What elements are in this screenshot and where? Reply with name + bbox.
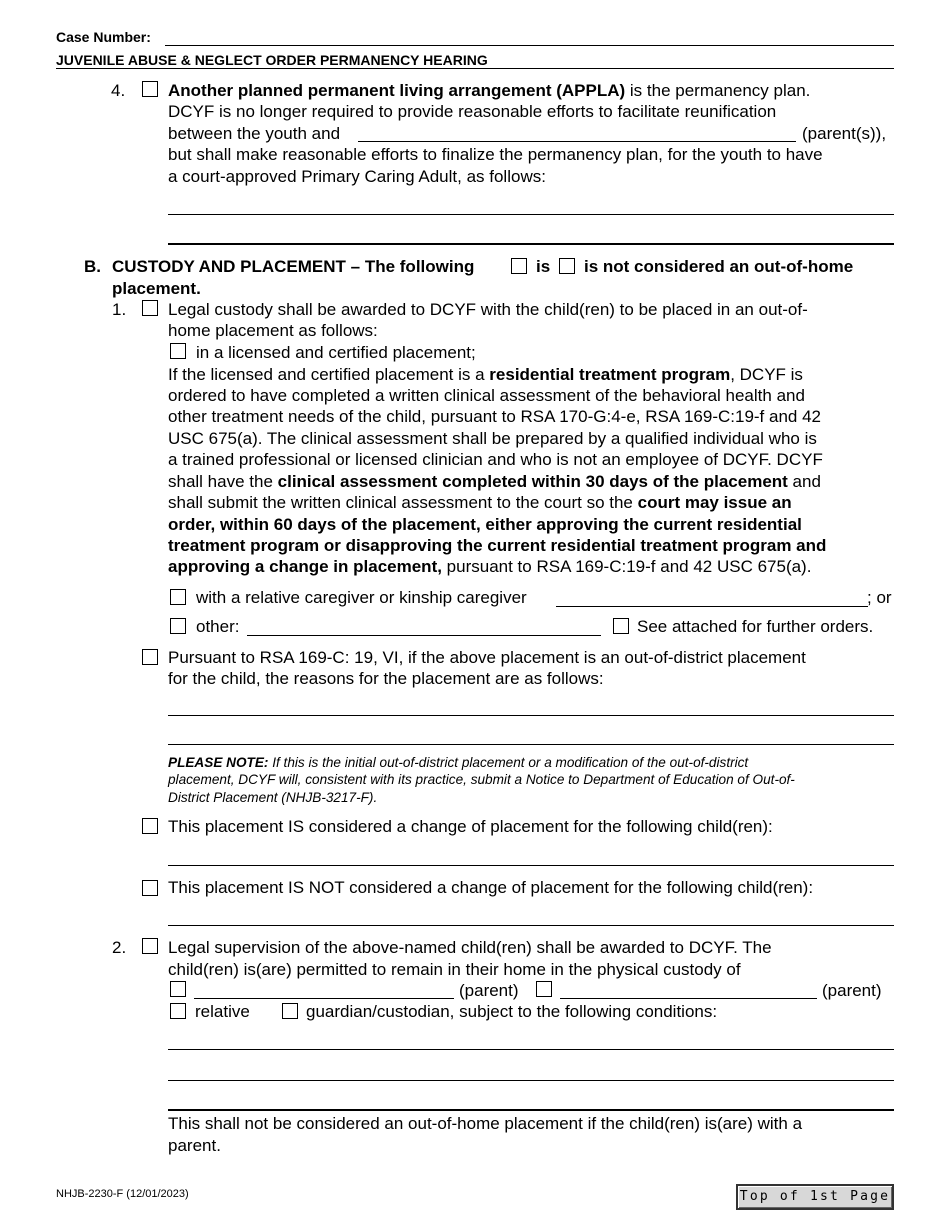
section-b-is-checkbox[interactable] — [511, 258, 527, 274]
please-note-line1: PLEASE NOTE: If this is the initial out-of-district placement or a modification of the out-of-district — [168, 755, 749, 770]
licensed-placement-label: in a licensed and certified placement; — [196, 343, 476, 362]
section-b-title-line2: placement. — [112, 279, 201, 298]
item4-line4: but shall make reasonable efforts to finalize the permanency plan, for the youth to have — [168, 145, 823, 164]
rtp-para-line6: shall have the clinical assessment completed within 30 days of the placement and — [168, 472, 821, 491]
rtp-para-line7: shall submit the written clinical assessment to the court so the court may issue an — [168, 493, 792, 512]
rtp-para-line9: treatment program or disapproving the current residential treatment program and — [168, 536, 827, 555]
out-of-district-answer-1[interactable] — [168, 715, 894, 716]
rtp-para-line4: USC 675(a). The clinical assessment shall be prepared by a qualified individual who is — [168, 429, 817, 448]
item1-line1: Legal custody shall be awarded to DCYF with the child(ren) to be placed in an out-of- — [168, 300, 808, 319]
item4-answer-line-1[interactable] — [168, 214, 894, 215]
case-number-field[interactable] — [165, 45, 894, 46]
please-note-line2: placement, DCYF will, consistent with its practice, submit a Notice to Department of Education of Out-of- — [168, 772, 795, 787]
rtp-para-line8: order, within 60 days of the placement, either approving the current residential — [168, 515, 802, 534]
item4-answer-line-2[interactable] — [168, 243, 894, 245]
section-b-is-not-checkbox[interactable] — [559, 258, 575, 274]
rtp-para-line10: approving a change in placement, pursuant to RSA 169-C:19-f and 42 USC 675(a). — [168, 557, 812, 576]
rtp-para-line5: a trained professional or licensed clinician and who is not an employee of DCYF. DCYF — [168, 450, 823, 469]
conditions-line-2[interactable] — [168, 1080, 894, 1081]
guardian-label: guardian/custodian, subject to the following conditions: — [306, 1002, 718, 1021]
parent-b-field[interactable] — [560, 998, 817, 999]
relative-caregiver-checkbox[interactable] — [170, 589, 186, 605]
item4-parent-field[interactable] — [358, 141, 796, 142]
section-b-letter: B. — [84, 257, 101, 276]
rtp-para-line1: If the licensed and certified placement is a residential treatment program, DCYF is — [168, 365, 803, 384]
see-attached-checkbox[interactable] — [613, 618, 629, 634]
closing-line1: This shall not be considered an out-of-home placement if the child(ren) is(are) with a — [168, 1114, 803, 1133]
other-placement-checkbox[interactable] — [170, 618, 186, 634]
out-of-district-checkbox[interactable] — [142, 649, 158, 665]
item4-number: 4. — [111, 81, 126, 100]
out-of-district-line2: for the child, the reasons for the placement are as follows: — [168, 669, 604, 688]
parent-a-checkbox[interactable] — [170, 981, 186, 997]
appla-checkbox[interactable] — [142, 81, 158, 97]
guardian-checkbox[interactable] — [282, 1003, 298, 1019]
item4-line1: Another planned permanent living arrangement (APPLA) is the permanency plan. — [168, 81, 811, 100]
please-note-line3: District Placement (NHJB-3217-F). — [168, 790, 378, 805]
item4-line2: DCYF is no longer required to provide reasonable efforts to facilitate reunification — [168, 102, 777, 121]
relative-caregiver-end: ; or — [867, 588, 892, 607]
other-placement-field[interactable] — [247, 635, 601, 636]
out-of-district-answer-2[interactable] — [168, 744, 894, 745]
header-rule — [56, 68, 894, 69]
closing-line2: parent. — [168, 1136, 221, 1155]
parent-b-label: (parent) — [822, 981, 882, 1000]
parent-a-field[interactable] — [194, 998, 454, 999]
legal-custody-checkbox[interactable] — [142, 300, 158, 316]
rtp-para-line2: ordered to have completed a written clinical assessment of the behavioral health and — [168, 386, 805, 405]
licensed-placement-checkbox[interactable] — [170, 343, 186, 359]
relative-checkbox[interactable] — [170, 1003, 186, 1019]
section-b-is-label: is — [536, 257, 551, 276]
change-of-placement-label: This placement IS considered a change of placement for the following child(ren): — [168, 817, 773, 836]
relative-label: relative — [195, 1002, 250, 1021]
form-title: JUVENILE ABUSE & NEGLECT ORDER PERMANENCY HEARING — [56, 52, 488, 68]
relative-caregiver-field[interactable] — [556, 606, 868, 607]
other-placement-label: other: — [196, 617, 240, 636]
top-of-first-page-button[interactable]: Top of 1st Page — [736, 1184, 894, 1210]
section-b-is-not-label: is not considered an out-of-home — [584, 257, 854, 276]
item4-line3-post: (parent(s)), — [802, 124, 887, 143]
not-change-of-placement-checkbox[interactable] — [142, 880, 158, 896]
rtp-para-line3: other treatment needs of the child, pursuant to RSA 170-G:4-e, RSA 169-C:19-f and 42 — [168, 407, 821, 426]
item1-line2: home placement as follows: — [168, 321, 378, 340]
change-of-placement-field[interactable] — [168, 865, 894, 866]
see-attached-label: See attached for further orders. — [637, 617, 874, 636]
relative-caregiver-label: with a relative caregiver or kinship caregiver — [196, 588, 527, 607]
change-of-placement-checkbox[interactable] — [142, 818, 158, 834]
conditions-line-3[interactable] — [168, 1109, 894, 1111]
conditions-line-1[interactable] — [168, 1049, 894, 1050]
item4-line3-pre: between the youth and — [168, 124, 341, 143]
parent-a-label: (parent) — [459, 981, 519, 1000]
item1-number: 1. — [112, 300, 127, 319]
item2-line1: Legal supervision of the above-named child(ren) shall be awarded to DCYF. The — [168, 938, 772, 957]
item2-line2: child(ren) is(are) permitted to remain in their home in the physical custody of — [168, 960, 741, 979]
item4-line5: a court-approved Primary Caring Adult, as follows: — [168, 167, 546, 186]
not-change-of-placement-label: This placement IS NOT considered a change of placement for the following child(ren): — [168, 878, 814, 897]
section-b-title: CUSTODY AND PLACEMENT – The following — [112, 257, 475, 276]
case-number-label: Case Number: — [56, 29, 151, 45]
form-id: NHJB-2230-F (12/01/2023) — [56, 1188, 189, 1200]
parent-b-checkbox[interactable] — [536, 981, 552, 997]
not-change-of-placement-field[interactable] — [168, 925, 894, 926]
out-of-district-line1: Pursuant to RSA 169-C: 19, VI, if the above placement is an out-of-district placement — [168, 648, 806, 667]
legal-supervision-checkbox[interactable] — [142, 938, 158, 954]
item2-number: 2. — [112, 938, 127, 957]
